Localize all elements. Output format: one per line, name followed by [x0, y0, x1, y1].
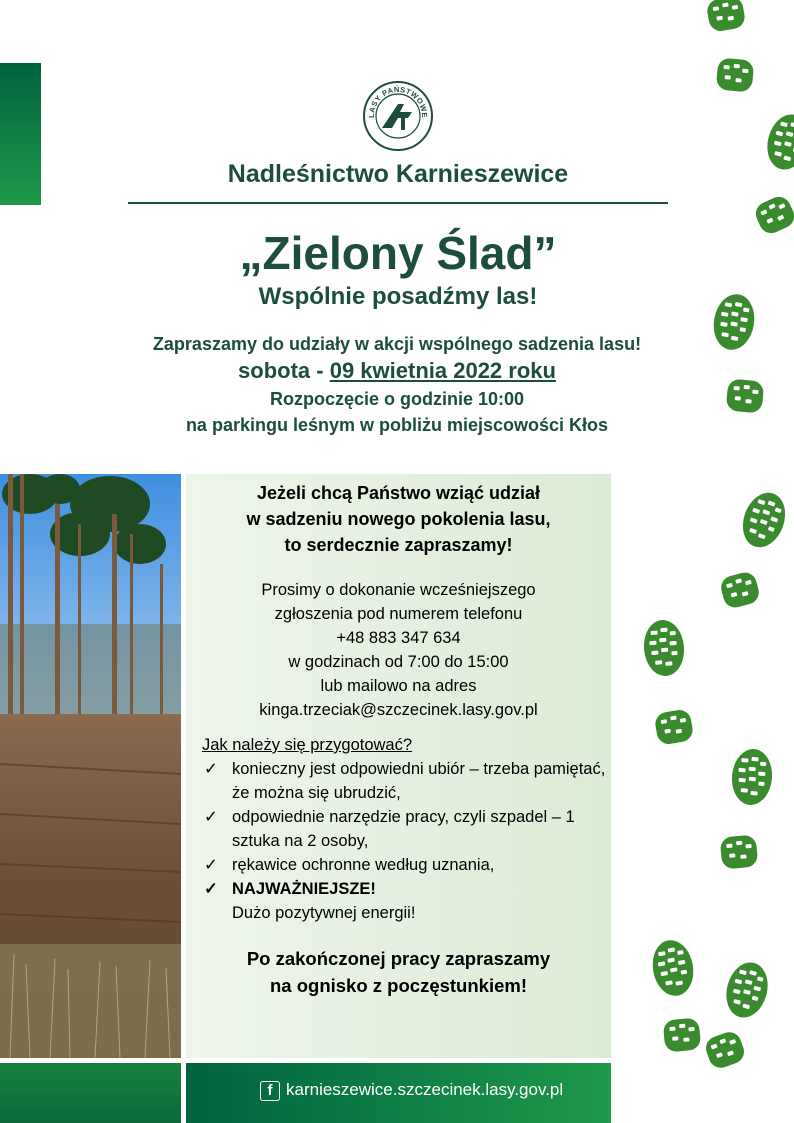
event-date-line: [40, 358, 754, 384]
closing-message: [186, 945, 611, 999]
info-box: [186, 474, 611, 1058]
footer-bar: [186, 1063, 611, 1123]
phone-number: +48 883 347 634: [336, 629, 461, 647]
checklist-item: ✓ rękawice ochronne według uznania,: [204, 853, 611, 877]
event-date: 09 kwietnia 2022 roku: [329, 358, 556, 383]
organization-name: Nadleśnictwo Karnieszewice: [227, 160, 569, 188]
contact-hours: w godzinach od 7:00 do 15:00: [288, 653, 509, 671]
preparation-heading: Jak należy się przygotować?: [202, 736, 413, 754]
check-icon: ✓: [204, 808, 218, 826]
contact-info: [186, 578, 611, 722]
left-accent-bar: [0, 63, 41, 205]
facebook-icon[interactable]: f: [260, 1081, 280, 1101]
contact-line: zgłoszenia pod numerem telefonu: [274, 605, 523, 623]
start-time: Rozpoczęcie o godzinie 10:00: [269, 389, 525, 409]
event-title: „Zielony Ślad”: [239, 227, 557, 279]
checklist-item: ✓ konieczny jest odpowiedni ubiór – trzeba pamiętać, że można się ubrudzić,: [204, 757, 611, 805]
invite-text: Zapraszamy do udziały w akcji wspólnego sadzenia lasu!: [152, 334, 642, 354]
checklist-item: ✓ odpowiednie narzędzie pracy, czyli szpadel – 1 sztuka na 2 osoby,: [204, 805, 611, 853]
lead-line: Jeżeli chcą Państwo wziąć udział: [256, 483, 541, 503]
info-lead: [186, 480, 611, 558]
check-icon: ✓: [204, 856, 218, 874]
contact-line: lub mailowo na adres: [320, 677, 477, 695]
forest-logo-icon: [362, 80, 434, 152]
closing-line: Po zakończonej pracy zapraszamy: [246, 948, 551, 969]
event-day: sobota -: [238, 358, 330, 383]
checklist-item: ✓ NAJWAŻNIEJSZE! Dużo pozytywnej energii!: [204, 877, 611, 925]
check-icon: ✓: [204, 760, 218, 778]
contact-line: Prosimy o dokonanie wcześniejszego: [261, 581, 536, 599]
event-place: na parkingu leśnym w pobliżu miejscowości Kłos: [185, 415, 609, 435]
website-link[interactable]: karnieszewice.szczecinek.lasy.gov.pl: [286, 1080, 564, 1099]
closing-line: na ognisko z poczęstunkiem!: [270, 975, 527, 996]
forest-photo: [0, 474, 181, 1058]
lead-line: w sadzeniu nowego pokolenia lasu,: [246, 509, 551, 529]
email-address: kinga.trzeciak@szczecinek.lasy.gov.pl: [259, 701, 538, 719]
logo-text: LASY PAŃSTWOWE: [366, 84, 430, 119]
footer-left-bar: [0, 1063, 181, 1123]
header-divider: [128, 202, 668, 204]
checklist: [186, 757, 611, 925]
event-subtitle: Wspólnie posadźmy las!: [258, 283, 538, 310]
check-icon: ✓: [204, 880, 218, 898]
lead-line: to serdecznie zapraszamy!: [284, 535, 513, 555]
